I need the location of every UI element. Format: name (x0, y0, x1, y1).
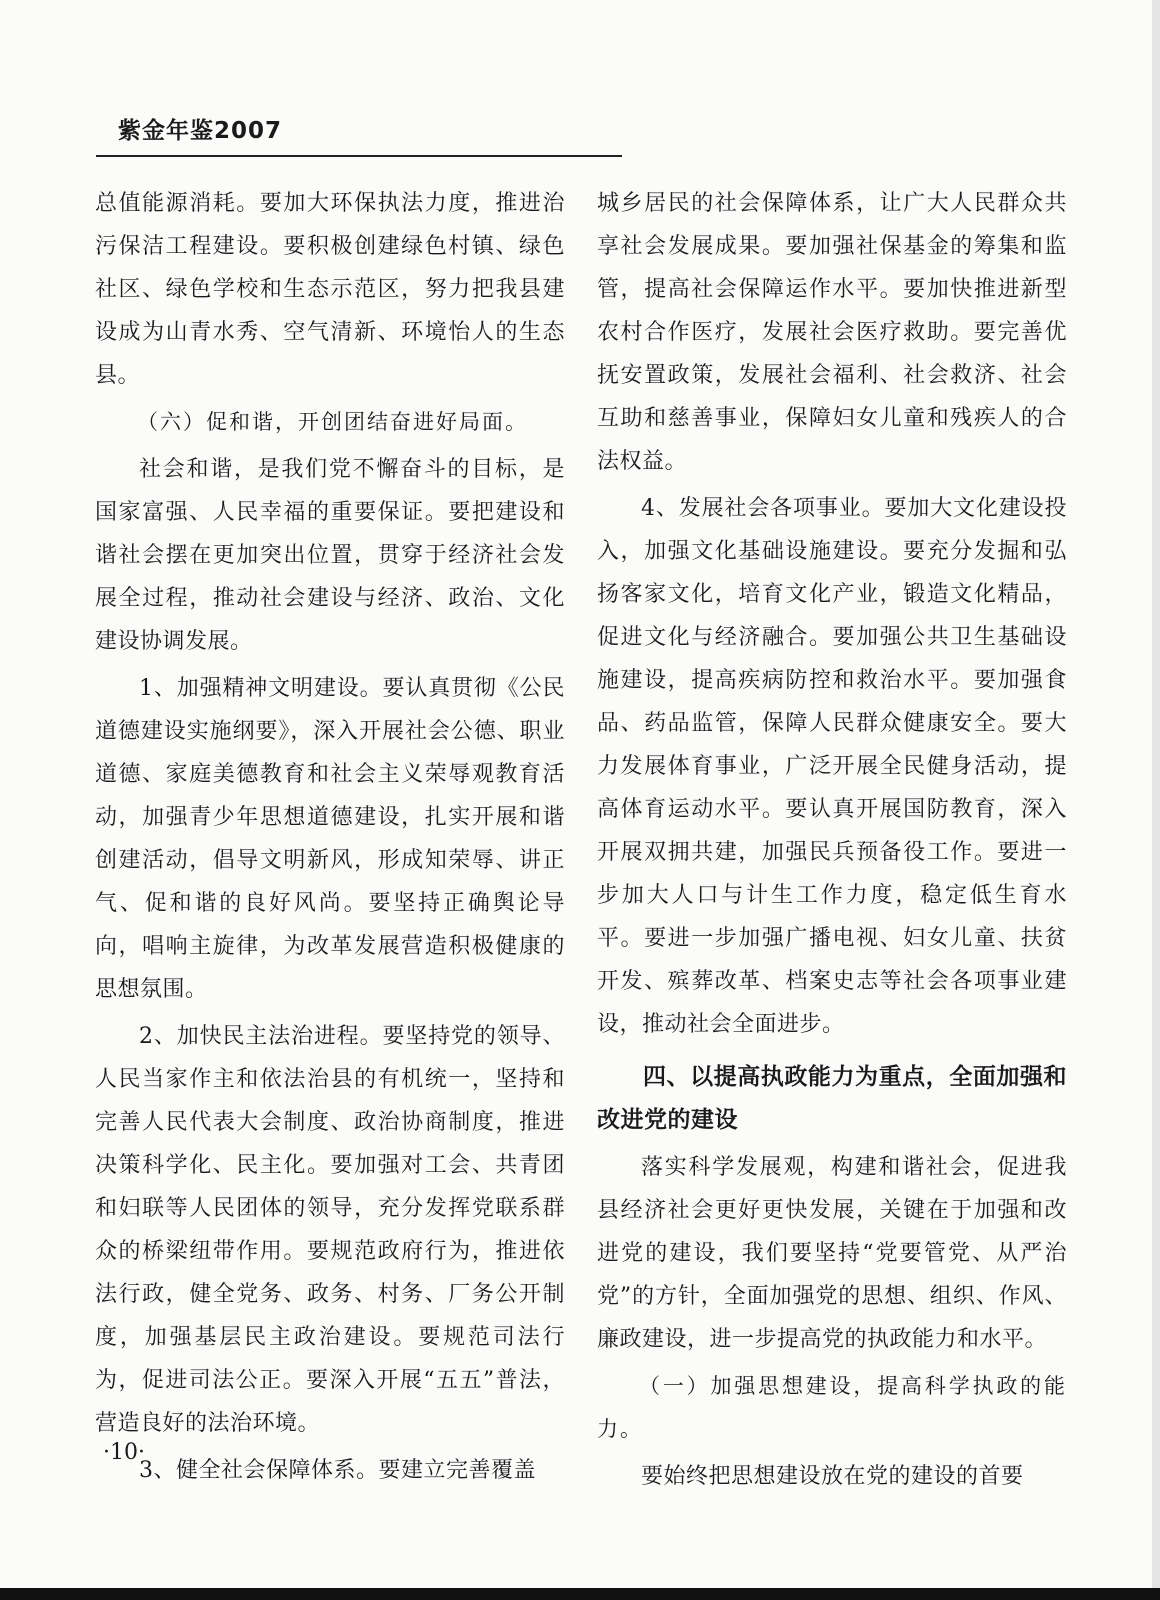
right-column (597, 182, 1067, 1498)
paragraph: 城乡居民的社会保障体系，让广大人民群众共享社会发展成果。要加强社保基金的筹集和监管，提高社会保障运作水平。要加快推进新型农村合作医疗，发展社会医疗救助。要完善优抚安置政策，发展社会福利、社会救济、社会互助和慈善事业，保障妇女儿童和残疾人的合法权益。 (597, 191, 1067, 474)
paragraph: 落实科学发展观，构建和谐社会，促进我县经济社会更好更快发展，关键在于加强和改进党的建设，我们要坚持“党要管党、从严治党”的方针，全面加强党的思想、组织、作风、廉政建设，进一步提高党的执政能力和水平。 (597, 1155, 1067, 1352)
left-column (95, 182, 565, 1492)
paragraph: 2、加快民主法治进程。要坚持党的领导、人民当家作主和依法治县的有机统一，坚持和完善人民代表大会制度、政治协商制度，推进决策科学化、民主化。要加强对工会、共青团和妇联等人民团体的领导，充分发挥党联系群众的桥梁纽带作用。要规范政府行为，推进依法行政，健全党务、政务、村务、厂务公开制度，加强基层民主政治建设。要规范司法行为，促进司法公正。要深入开展“五五”普法，营造良好的法治环境。 (95, 1024, 565, 1436)
paragraph: （六）促和谐，开创团结奋进好局面。 (137, 410, 528, 434)
paragraph: 要始终把思想建设放在党的建设的首要 (641, 1464, 1024, 1489)
scan-edge (1152, 0, 1160, 1600)
paragraph: 总值能源消耗。要加大环保执法力度，推进治污保洁工程建设。要积极创建绿色村镇、绿色社区、绿色学校和生态示范区，努力把我县建设成为山青水秀、空气清新、环境怡人的生态县。 (95, 191, 565, 388)
running-header-title: 紫金年鉴2007 (118, 118, 283, 144)
section-heading: 四、以提高执政能力为重点，全面加强和改进党的建设 (597, 1064, 1067, 1133)
paragraph: 1、加强精神文明建设。要认真贯彻《公民道德建设实施纲要》，深入开展社会公德、职业道德、家庭美德教育和社会主义荣辱观教育活动，加强青少年思想道德建设，扎实开展和谐创建活动，倡导文明新风，形成知荣辱、讲正气、促和谐的良好风尚。要坚持正确舆论导向，唱响主旋律，为改革发展营造积极健康的思想氛围。 (95, 676, 565, 1002)
paragraph: 3、健全社会保障体系。要建立完善覆盖 (139, 1458, 536, 1483)
paragraph: （一）加强思想建设，提高科学执政的能力。 (597, 1374, 1067, 1441)
paragraph: 社会和谐，是我们党不懈奋斗的目标，是国家富强、人民幸福的重要保证。要把建设和谐社会摆在更加突出位置，贯穿于经济社会发展全过程，推动社会建设与经济、政治、文化建设协调发展。 (95, 457, 565, 654)
page-number: ·10· (103, 1440, 145, 1465)
header-rule (96, 155, 622, 157)
paragraph: 4、发展社会各项事业。要加大文化建设投入，加强文化基础设施建设。要充分发掘和弘扬客家文化，培育文化产业，锻造文化精品，促进文化与经济融合。要加强公共卫生基础设施建设，提高疾病防控和救治水平。要加强食品、药品监管，保障人民群众健康安全。要大力发展体育事业，广泛开展全民健身活动，提高体育运动水平。要认真开展国防教育，深入开展双拥共建，加强民兵预备役工作。要进一步加大人口与计生工作力度，稳定低生育水平。要进一步加强广播电视、妇女儿童、扶贫开发、殡葬改革、档案史志等社会各项事业建设，推动社会全面进步。 (597, 496, 1067, 1037)
scan-bottom-border (0, 1588, 1160, 1600)
